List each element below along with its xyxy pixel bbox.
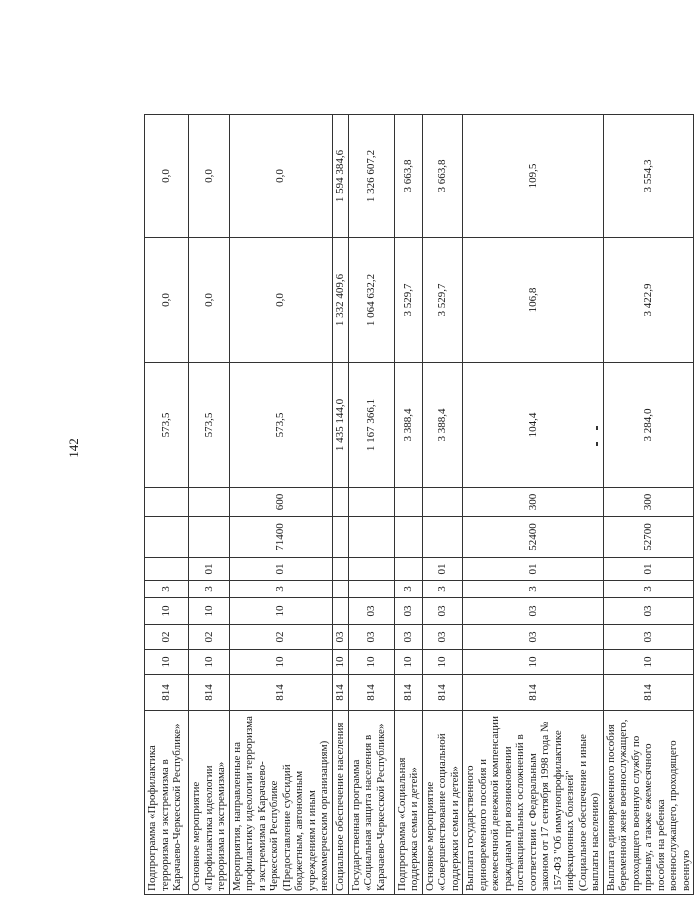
subprogram-code — [332, 581, 348, 598]
event-code: 01 — [603, 558, 694, 581]
row-name: Выплата государственного единовременного пособия и ежемесячной денежной компенсации гражданам при возникновении поствакцинальных осложнений в соответствии с Федеральным законом от 17 сентября 1998 года № 157-ФЗ "Об иммунопрофилактике инфекционных болезней" (Социальное обеспечение и иные выплаты населению) — [463, 711, 604, 895]
subprogram-code: 3 — [394, 581, 422, 598]
sum-year-3: 1 594 384,6 — [332, 115, 348, 238]
sum-year-3: 3 554,3 — [603, 115, 694, 238]
section-code: 10 — [145, 650, 189, 675]
section-code: 10 — [463, 650, 604, 675]
table-row — [189, 115, 230, 895]
ministry-code: 814 — [189, 675, 230, 711]
row-name: Государственная программа «Социальная защита населения в Карачаево-Черкесской Республике» — [348, 711, 394, 895]
direction-code — [422, 517, 463, 558]
row-name: Выплата единовременного пособия беременной жене военнослужащего, проходящего военную службу по призыву, а также ежемесячного пособия на ребенка военнослужащего, проходящего военную — [603, 711, 694, 895]
sum-year-1: 573,5 — [229, 363, 332, 488]
subprogram-code: 3 — [189, 581, 230, 598]
row-name: Основное мероприятие «Совершенствование социальной поддержки семьи и детей» — [422, 711, 463, 895]
sum-year-2: 3 422,9 — [603, 238, 694, 363]
event-code: 01 — [229, 558, 332, 581]
program-code: 10 — [189, 598, 230, 625]
event-code — [332, 558, 348, 581]
program-code: 10 — [229, 598, 332, 625]
section-code: 10 — [332, 650, 348, 675]
sum-year-1: 1 167 366,1 — [348, 363, 394, 488]
subsection-code: 03 — [332, 625, 348, 650]
expense-type-code — [145, 488, 189, 517]
direction-code: 52700 — [603, 517, 694, 558]
table-row — [332, 115, 348, 895]
sum-year-3: 3 663,8 — [422, 115, 463, 238]
table-row — [348, 115, 394, 895]
sum-year-1: 573,5 — [189, 363, 230, 488]
budget-table — [144, 114, 694, 895]
subsection-code: 02 — [145, 625, 189, 650]
section-code: 10 — [189, 650, 230, 675]
direction-code — [348, 517, 394, 558]
section-code: 10 — [422, 650, 463, 675]
sum-year-3: 1 326 607,2 — [348, 115, 394, 238]
table-row — [394, 115, 422, 895]
program-code: 03 — [422, 598, 463, 625]
sum-year-1: 3 284,0 — [603, 363, 694, 488]
event-code: 01 — [463, 558, 604, 581]
direction-code — [189, 517, 230, 558]
row-name: Подпрограмма «Профилактика терроризма и экстремизма в Карачаево-Черкесской Республике» — [145, 711, 189, 895]
sum-year-3: 0,0 — [145, 115, 189, 238]
subsection-code: 03 — [463, 625, 604, 650]
program-code: 03 — [603, 598, 694, 625]
row-name: Социальное обеспечение населения — [332, 711, 348, 895]
sum-year-2: 0,0 — [145, 238, 189, 363]
expense-type-code: 300 — [463, 488, 604, 517]
sum-year-3: 3 663,8 — [394, 115, 422, 238]
subsection-code: 02 — [189, 625, 230, 650]
table-row — [603, 115, 694, 895]
expense-type-code: 300 — [603, 488, 694, 517]
sum-year-3: 0,0 — [229, 115, 332, 238]
direction-code: 52400 — [463, 517, 604, 558]
section-code: 10 — [394, 650, 422, 675]
ministry-code: 814 — [229, 675, 332, 711]
direction-code — [332, 517, 348, 558]
program-code: 10 — [145, 598, 189, 625]
event-code — [145, 558, 189, 581]
program-code: 03 — [394, 598, 422, 625]
page-number: 142 — [66, 438, 81, 458]
program-code: 03 — [348, 598, 394, 625]
ministry-code: 814 — [348, 675, 394, 711]
table-row — [145, 115, 189, 895]
sum-year-3: 0,0 — [189, 115, 230, 238]
sum-year-2: 3 529,7 — [394, 238, 422, 363]
section-code: 10 — [348, 650, 394, 675]
event-code: 01 — [422, 558, 463, 581]
ministry-code: 814 — [145, 675, 189, 711]
sum-year-2: 1 332 409,6 — [332, 238, 348, 363]
sum-year-2: 0,0 — [189, 238, 230, 363]
program-code: 03 — [463, 598, 604, 625]
sum-year-1: 3 388,4 — [394, 363, 422, 488]
sum-year-1: 104,4 — [463, 363, 604, 488]
row-name: Основное мероприятие «Профилактика идеологии терроризма и экстремизма» — [189, 711, 230, 895]
ministry-code: 814 — [603, 675, 694, 711]
subprogram-code: 3 — [463, 581, 604, 598]
subsection-code: 03 — [422, 625, 463, 650]
sum-year-2: 106,8 — [463, 238, 604, 363]
section-code: 10 — [603, 650, 694, 675]
expense-type-code — [332, 488, 348, 517]
ministry-code: 814 — [422, 675, 463, 711]
sum-year-1: 1 435 144,0 — [332, 363, 348, 488]
scan-speck — [596, 442, 598, 446]
row-name: Подпрограмма «Социальная поддержка семьи и детей» — [394, 711, 422, 895]
expense-type-code — [348, 488, 394, 517]
ministry-code: 814 — [332, 675, 348, 711]
budget-table-container — [144, 115, 692, 895]
table-row — [229, 115, 332, 895]
subprogram-code — [348, 581, 394, 598]
program-code — [332, 598, 348, 625]
sum-year-2: 1 064 632,2 — [348, 238, 394, 363]
ministry-code: 814 — [463, 675, 604, 711]
sum-year-2: 3 529,7 — [422, 238, 463, 363]
subprogram-code: 3 — [229, 581, 332, 598]
expense-type-code — [422, 488, 463, 517]
sum-year-2: 0,0 — [229, 238, 332, 363]
direction-code — [145, 517, 189, 558]
subprogram-code: 3 — [422, 581, 463, 598]
expense-type-code — [394, 488, 422, 517]
ministry-code: 814 — [394, 675, 422, 711]
subsection-code: 03 — [394, 625, 422, 650]
sum-year-3: 109,5 — [463, 115, 604, 238]
subsection-code: 03 — [348, 625, 394, 650]
table-row — [463, 115, 604, 895]
direction-code: 71400 — [229, 517, 332, 558]
direction-code — [394, 517, 422, 558]
subprogram-code: 3 — [603, 581, 694, 598]
expense-type-code: 600 — [229, 488, 332, 517]
subsection-code: 02 — [229, 625, 332, 650]
scan-speck — [596, 426, 598, 430]
subsection-code: 03 — [603, 625, 694, 650]
subprogram-code: 3 — [145, 581, 189, 598]
sum-year-1: 573,5 — [145, 363, 189, 488]
sum-year-1: 3 388,4 — [422, 363, 463, 488]
table-row — [422, 115, 463, 895]
row-name: Мероприятия, направленные на профилактику идеологии терроризма и экстремизма в Карачаево-Черкесской Республике (Предоставление субсидий бюджетным, автономным учреждениям и иным некоммерческим организациям) — [229, 711, 332, 895]
event-code — [348, 558, 394, 581]
event-code — [394, 558, 422, 581]
expense-type-code — [189, 488, 230, 517]
event-code: 01 — [189, 558, 230, 581]
section-code: 10 — [229, 650, 332, 675]
